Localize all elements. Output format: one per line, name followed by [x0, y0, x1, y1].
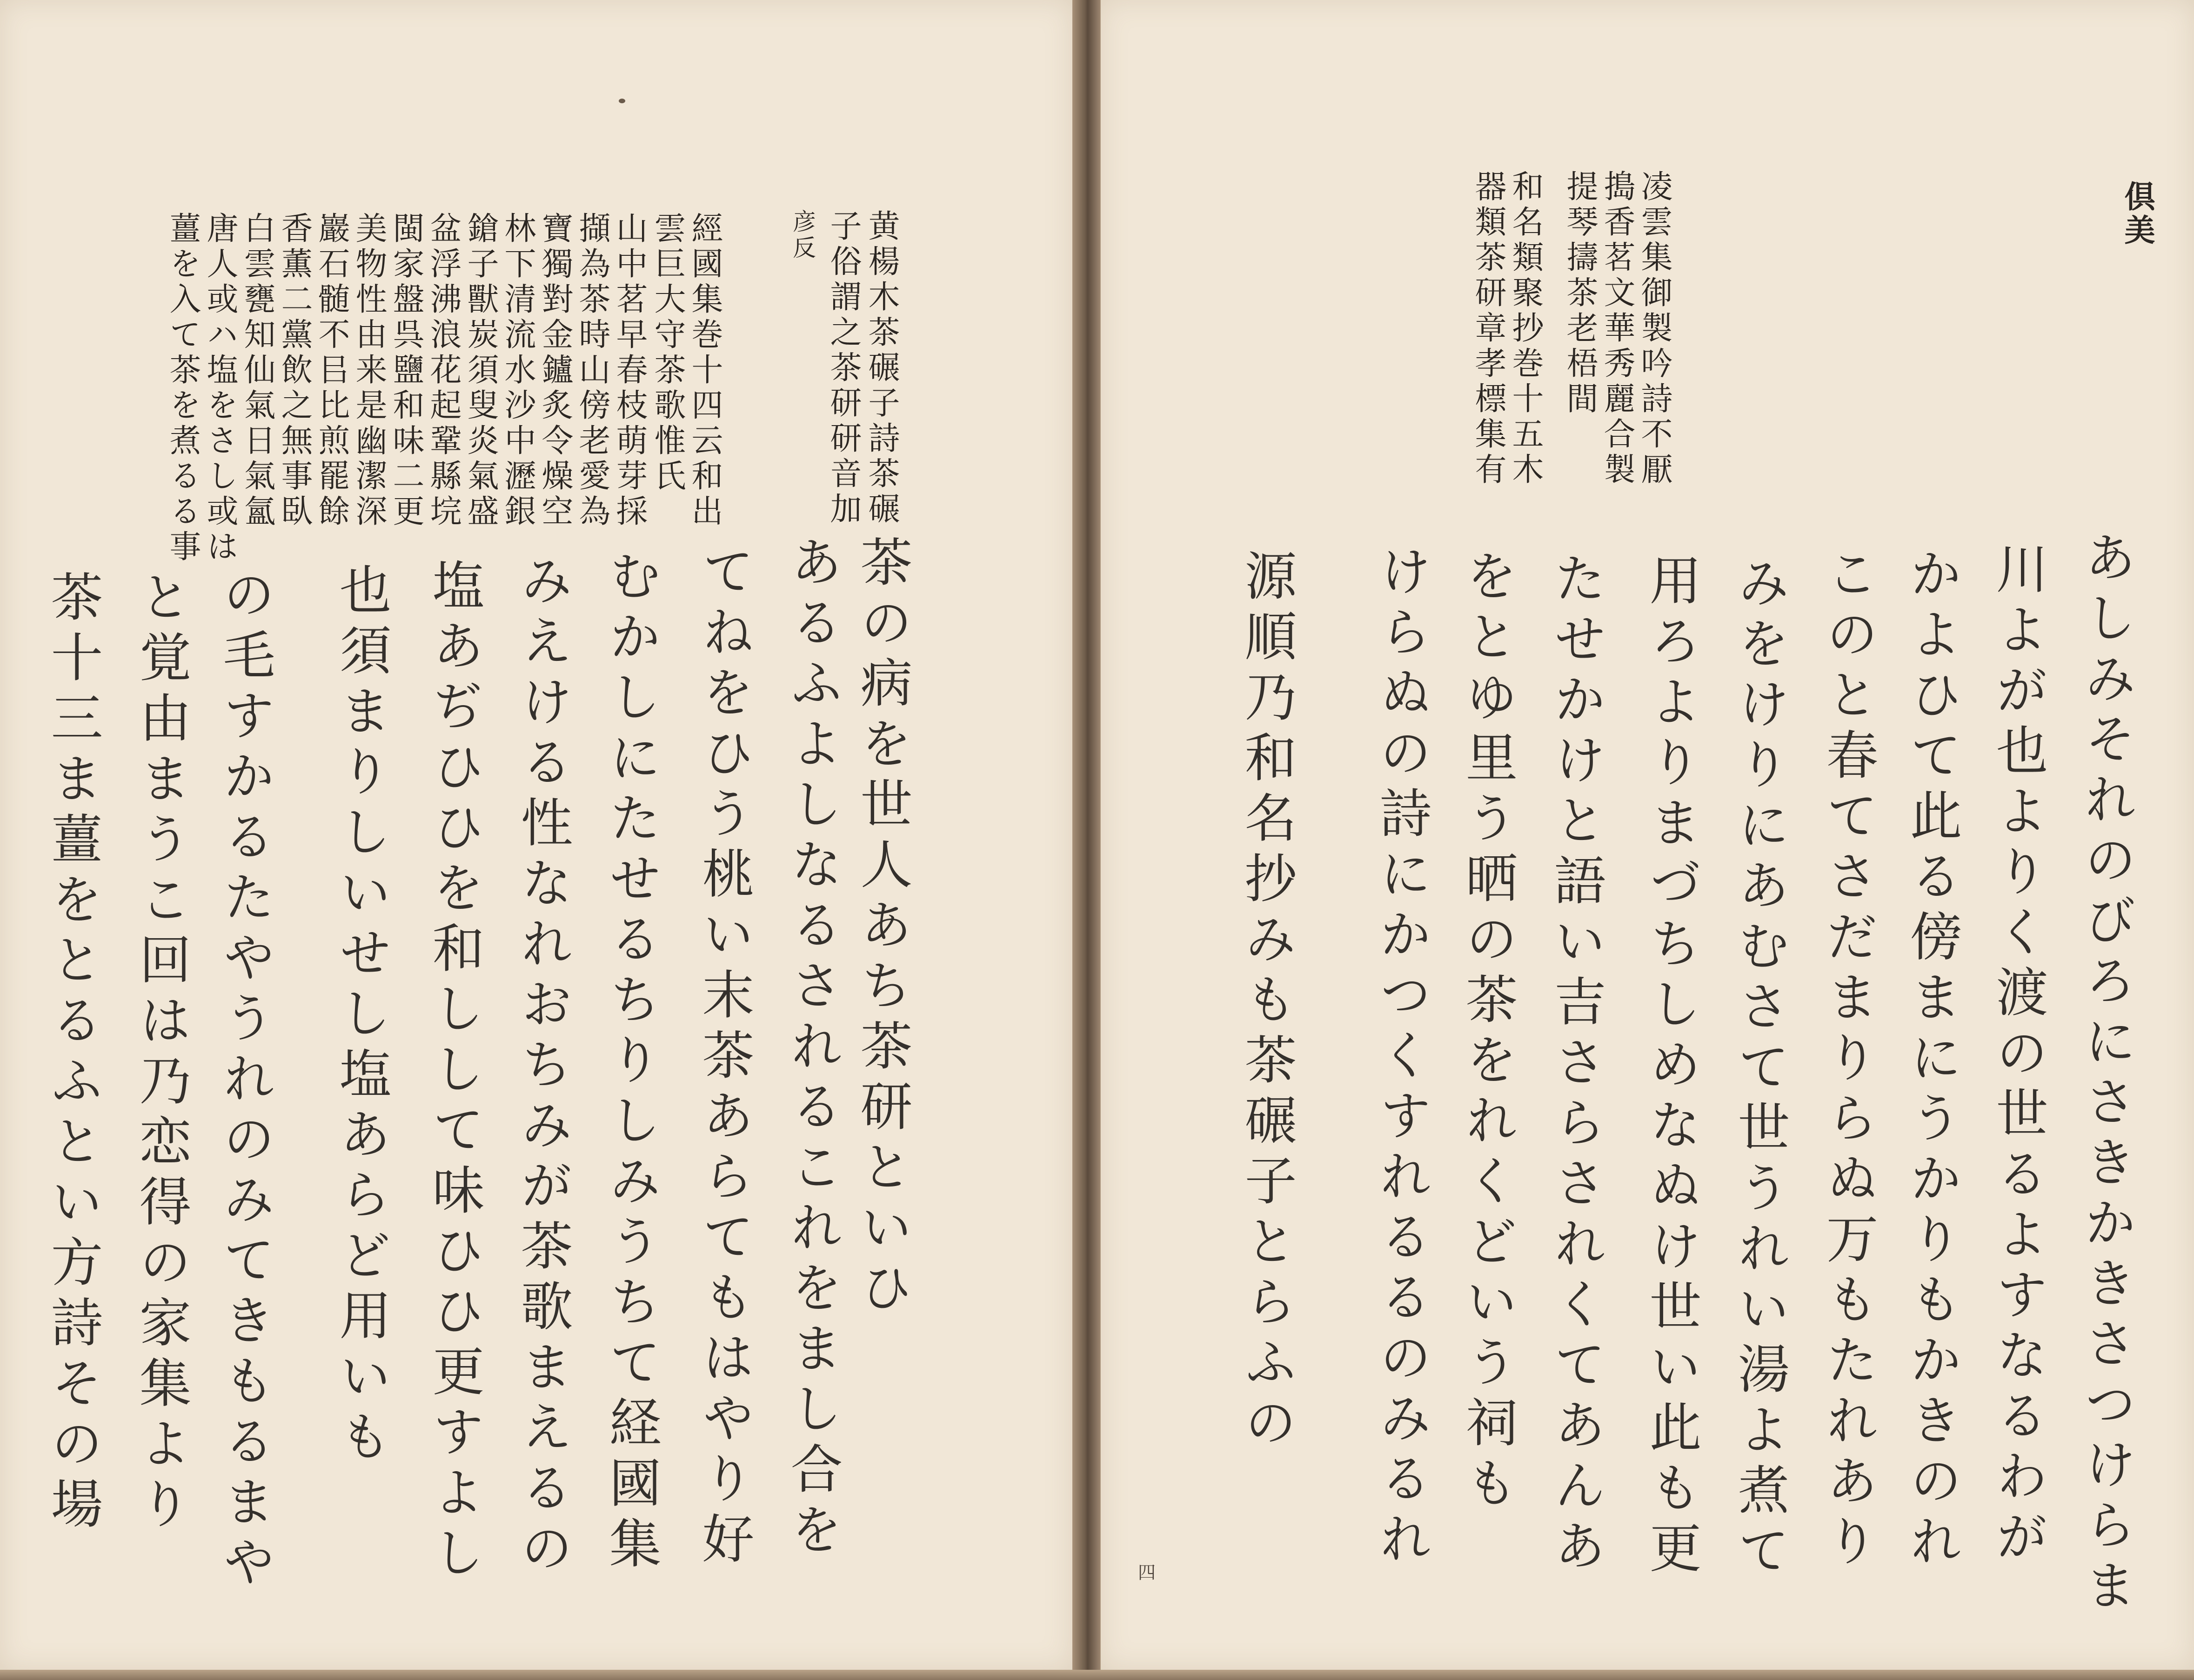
page-bottom-edge — [0, 1670, 2194, 1680]
left-note-column: 子俗謂之茶研研音加 — [825, 209, 862, 527]
left-note-column: 擷為茶時山傍老愛為 — [574, 212, 610, 530]
left-note-column: 鎗子獸炭須叟炎氣盛 — [462, 212, 499, 530]
left-note-column: 經國集巻十四云和出 — [686, 212, 723, 530]
left-note-column: 山中茗早春枝萌芽採 — [611, 212, 648, 530]
left-note-column: 黄楊木茶碾子詩茶碾 — [863, 209, 900, 527]
left-page — [0, 0, 1073, 1670]
right-note-column: 器類茶研章孝標集有 — [1470, 170, 1506, 488]
left-note-column: 美物性由来是幽潔深 — [350, 212, 387, 530]
left-main-column: の毛すかるたやうれのみてきもるまや — [214, 567, 275, 1595]
left-main-column: みえける性なれおちみが茶歌まえるの — [512, 553, 573, 1581]
left-note-column: 薑を入て茶を煮るる事 — [164, 212, 201, 565]
right-main-column: けらぬの詩にかつくすれるるのみるれ — [1371, 544, 1431, 1572]
left-note-column: 盆浮沸浪花起鞏縣垸 — [425, 212, 462, 530]
left-main-column: てねをひう桃い末茶あらてもはやり好 — [694, 544, 754, 1572]
left-note-column: 香薫二黨飲之無事臥 — [276, 212, 313, 530]
right-main-column: をとゆ里う晒の茶をれくどいう祠も — [1457, 549, 1518, 1516]
left-note-column: 雲巨大守茶歌惟氏 — [649, 212, 686, 494]
right-note-column: 提琴擣茶老梧間 — [1561, 170, 1598, 417]
right-main-column: かよひて此る傍まにうかりもかきのれ — [1901, 547, 1962, 1574]
left-main-column: 茶十三ま薑をとるふとい方詩その場 — [42, 570, 103, 1537]
left-main-column: 也須まりしいせし塩あらど用いも — [331, 563, 391, 1470]
right-main-column: 用ろよりまづちしめなぬけ世い此も更 — [1641, 553, 1701, 1581]
folio-number: 四 — [1138, 1562, 1156, 1583]
left-main-column: と覚由まうこ回は乃恋得の家集より — [131, 570, 191, 1537]
right-main-column: みをけりにあむさて世うれい湯よ煮て — [1729, 556, 1790, 1584]
left-main-column: むかしにたせるちりしみうちて経國集 — [601, 549, 661, 1577]
left-note-column: 唐人或ハ塩をさし或は — [201, 212, 238, 565]
chapter-header: 倶美 — [2119, 180, 2155, 247]
left-note-column: 閩家盤呉鹽和味二更 — [388, 212, 424, 530]
right-note-column: 搗香茗文華秀麗合製 — [1599, 170, 1635, 488]
left-main-column: 塩あぢひひを和しして味ひひ更すよし — [424, 558, 484, 1586]
right-note-column: 凌雲集御製吟詩不厭 — [1636, 170, 1672, 488]
left-main-column: 茶の病を世人あち茶研といひ — [852, 535, 912, 1321]
left-main-column: あるふよしなるされるこれをまし合を — [782, 535, 843, 1563]
left-note-column: 寶獨對金鑪炙令燥空 — [536, 212, 573, 530]
left-note-column: 林下清流水沙中瀝銀 — [499, 212, 536, 530]
right-main-column: あしみそれのびろにさきかきさつけらま — [2076, 530, 2136, 1619]
left-note-column: 彦反 — [789, 209, 816, 261]
right-main-column: たせかけと語い吉さらされくてあんあ — [1545, 551, 1606, 1579]
ink-speck — [619, 99, 625, 103]
right-note-column: 和名類聚抄巻十五木 — [1507, 170, 1544, 488]
left-note-column: 白雲甕知仙氣日氣氳 — [239, 212, 275, 530]
right-page — [1100, 0, 2194, 1670]
right-main-column: 源順乃和名抄みも茶碾子とらふの — [1236, 549, 1297, 1456]
book-spine — [1072, 0, 1100, 1680]
right-main-column: このと春てさだまりらぬ万もたれあり — [1818, 547, 1878, 1574]
right-main-column: 川よが也よりく渡の世るよすなるわが — [1987, 542, 2048, 1570]
left-note-column: 巖石髄不㠯比煎罷餘 — [313, 212, 350, 530]
